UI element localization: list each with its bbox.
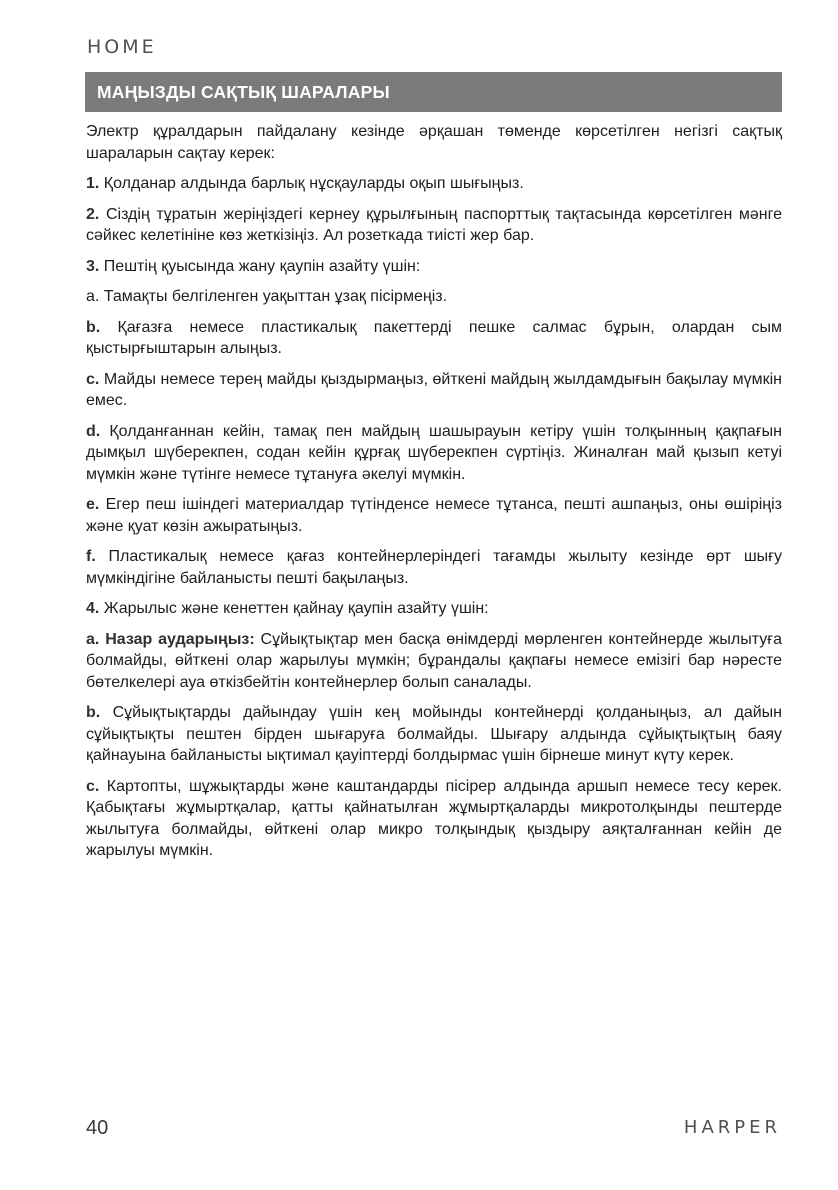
paragraph-4c: c. Картопты, шұжықтарды және каштандарды пісірер алдында аршып немесе тесу керек. Қабықтағы жұмыртқалар, қатты қайнатылған жұмыртқаларды микротолқынды пештерде жылытуға болмайды, өйткені олар микро толқындық қыздыру аяқталғаннан кейін де жарылуы мүмкін. bbox=[86, 777, 783, 859]
paragraph-4b: b. Сұйықтықтарды дайындау үшін кең мойынды контейнерді қолданыңыз, ал дайын сұйықтықты пештен бірден шығаруға болмайды. Шығару алдында сұйықтықтың баяу қайнауына байланысты ықтимал қауіптерді болдырмас үшін бірнеше минут күту керек. bbox=[86, 704, 782, 764]
paragraph-2: 2. Сіздің тұратын жеріңіздегі кернеу құрылғының паспорттық тақтасында көрсетілген мәнге сәйкес келетініне көз жеткізіңіз. Ал розеткада тиісті жер бар. bbox=[86, 205, 783, 244]
safety-instructions bbox=[86, 121, 782, 871]
paragraph-3e: e. Егер пеш ішіндегі материалдар түтінденсе немесе тұтанса, пешті ашпаңыз, оны өшіріңіз және қуат көзін ажыратыңыз. bbox=[86, 496, 782, 535]
paragraph-3a: а. Тамақты белгіленген уақыттан ұзақ пісірмеңіз. bbox=[86, 288, 448, 305]
paragraph-3d: d. Қолданғаннан кейін, тамақ пен майдың шашырауын кетіру үшін толқынның қақпағын дымқыл шүберекпен, содан кейін құрғақ шүберекпен сүртіңіз. Жиналған май қызып кетуі мүмкін және түтінге немесе тұтануға әкелуі мүмкін. bbox=[86, 422, 782, 483]
page-number: 40 bbox=[86, 1117, 109, 1139]
section-banner bbox=[85, 72, 782, 112]
paragraph-intro: Электр құралдарын пайдалану кезінде әрқашан төменде көрсетілген негізгі сақтық шараларын сақтау керек: bbox=[86, 123, 782, 162]
paragraph-4a: a. Назар аударыңыз: Сұйықтықтар мен басқа өнімдерді мөрленген контейнерде жылытуға болмайды, өйткені олар жарылуы мүмкін; бұрандалы қақпағы немесе емізігі бар нәресте бөтелкелері ауа өткізбейтін контейнерлер болып саналады. bbox=[86, 630, 783, 691]
paragraph-4: 4. Жарылыс және кенеттен қайнау қаупін азайту үшін: bbox=[86, 600, 489, 617]
home-logo: HOME bbox=[87, 36, 157, 58]
paragraph-3f: f. Пластикалық немесе қағаз контейнерлеріндегі тағамды жылыту кезінде өрт шығу мүмкіндігіне байланысты пешті бақылаңыз. bbox=[86, 548, 782, 587]
paragraph-3: 3. Пештің қуысында жану қаупін азайту үшін: bbox=[86, 257, 421, 275]
paragraph-1: 1. Қолданар алдында барлық нұсқауларды оқып шығыңыз. bbox=[86, 175, 524, 192]
harper-logo: HARPER bbox=[683, 1117, 781, 1138]
section-title: МАҢЫЗДЫ САҚТЫҚ ШАРАЛАРЫ bbox=[97, 81, 390, 102]
paragraph-3c: c. Майды немесе терең майды қыздырмаңыз, өйткені майдың жылдамдығын бақылау мүмкін емес. bbox=[86, 370, 782, 409]
paragraph-3b: b. Қағазға немесе пластикалық пакеттерді пешке салмас бұрын, олардан сым қыстырғыштарын алыңыз. bbox=[86, 318, 782, 357]
